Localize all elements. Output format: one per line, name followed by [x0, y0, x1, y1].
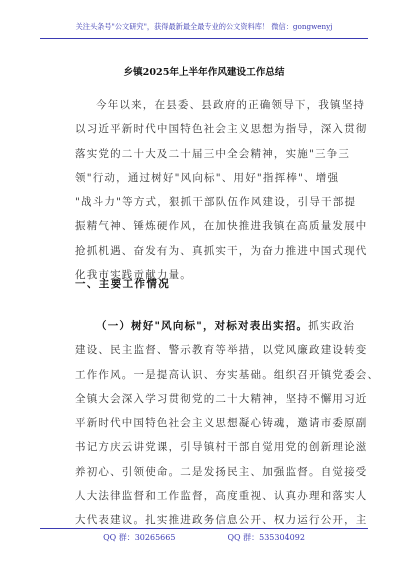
paragraph-line: 落实党的二十大及二十届三中全会精神，实施"三争三	[75, 147, 351, 160]
paragraph-line: 全镇大会深入学习贯彻党的二十大精神，坚持不懈用习近	[75, 392, 368, 405]
subsection-lead: （一）树好"风向标"，对标对表出实招。	[96, 320, 309, 332]
paragraph-line: 养初心、引领使命。二是发扬民主、加强监督。自觉接受	[75, 465, 368, 478]
paragraph-line: 领"行动，通过树好"风向标"、用好"指挥棒"、增强	[75, 171, 340, 184]
paragraph-line: 振精气神、锤炼硬作风，在加快推进我镇在高质量发展中	[75, 220, 368, 233]
paragraph-line: 工作作风。一是提高认识、夯实基础。组织召开镇党委会、	[75, 368, 380, 381]
paragraph-line: 今年以来，在县委、县政府的正确领导下，我镇坚持	[96, 99, 366, 111]
subsection-paragraph	[75, 314, 380, 533]
paragraph-line: 人大法律监督和工作监督，高度重视、认真办理和落实人	[75, 490, 368, 503]
page-header: 关注头条号"公文研究"，获得最新最全最专业的公文资料库！ 微信：gongwenyj	[75, 22, 333, 31]
paragraph-line: "战斗力"等方式，狠抓干部队伍作风建设，引导干部提	[75, 196, 357, 209]
paragraph-line: 大代表建议。扎实推进政务信息公开、权力运行公开，主	[75, 514, 368, 527]
paragraph-line: 建设、民主监督、警示教育等举措，以党风廉政建设转变	[75, 344, 368, 357]
subsection-lead-rest: 抓实政治	[308, 320, 356, 332]
page-footer	[40, 532, 368, 543]
header-divider	[40, 38, 368, 39]
paragraph-line: 平新时代中国特色社会主义思想凝心铸魂，邀请市委原副	[75, 417, 368, 430]
paragraph-line: 化我市实践贡献力量。	[75, 269, 192, 282]
footer-qq-group-2: QQ 群：535304092	[227, 533, 305, 542]
paragraph-line: 抢抓机遇、奋发有为、真抓实干，为奋力推进中国式现代	[75, 244, 368, 257]
intro-paragraph	[75, 93, 368, 287]
document-title: 乡镇2025年上半年作风建设工作总结	[123, 67, 285, 78]
paragraph-line: 以习近平新时代中国特色社会主义思想为指导，深入贯彻	[75, 123, 368, 136]
footer-divider	[40, 528, 368, 529]
paragraph-line	[75, 314, 356, 338]
footer-qq-group-1: QQ 群：30265665	[103, 533, 176, 542]
paragraph-line: 书记方庆云讲党课，引导镇村干部自觉用党的创新理论滋	[75, 441, 368, 454]
section-heading: 一、主要工作情况	[75, 278, 171, 290]
